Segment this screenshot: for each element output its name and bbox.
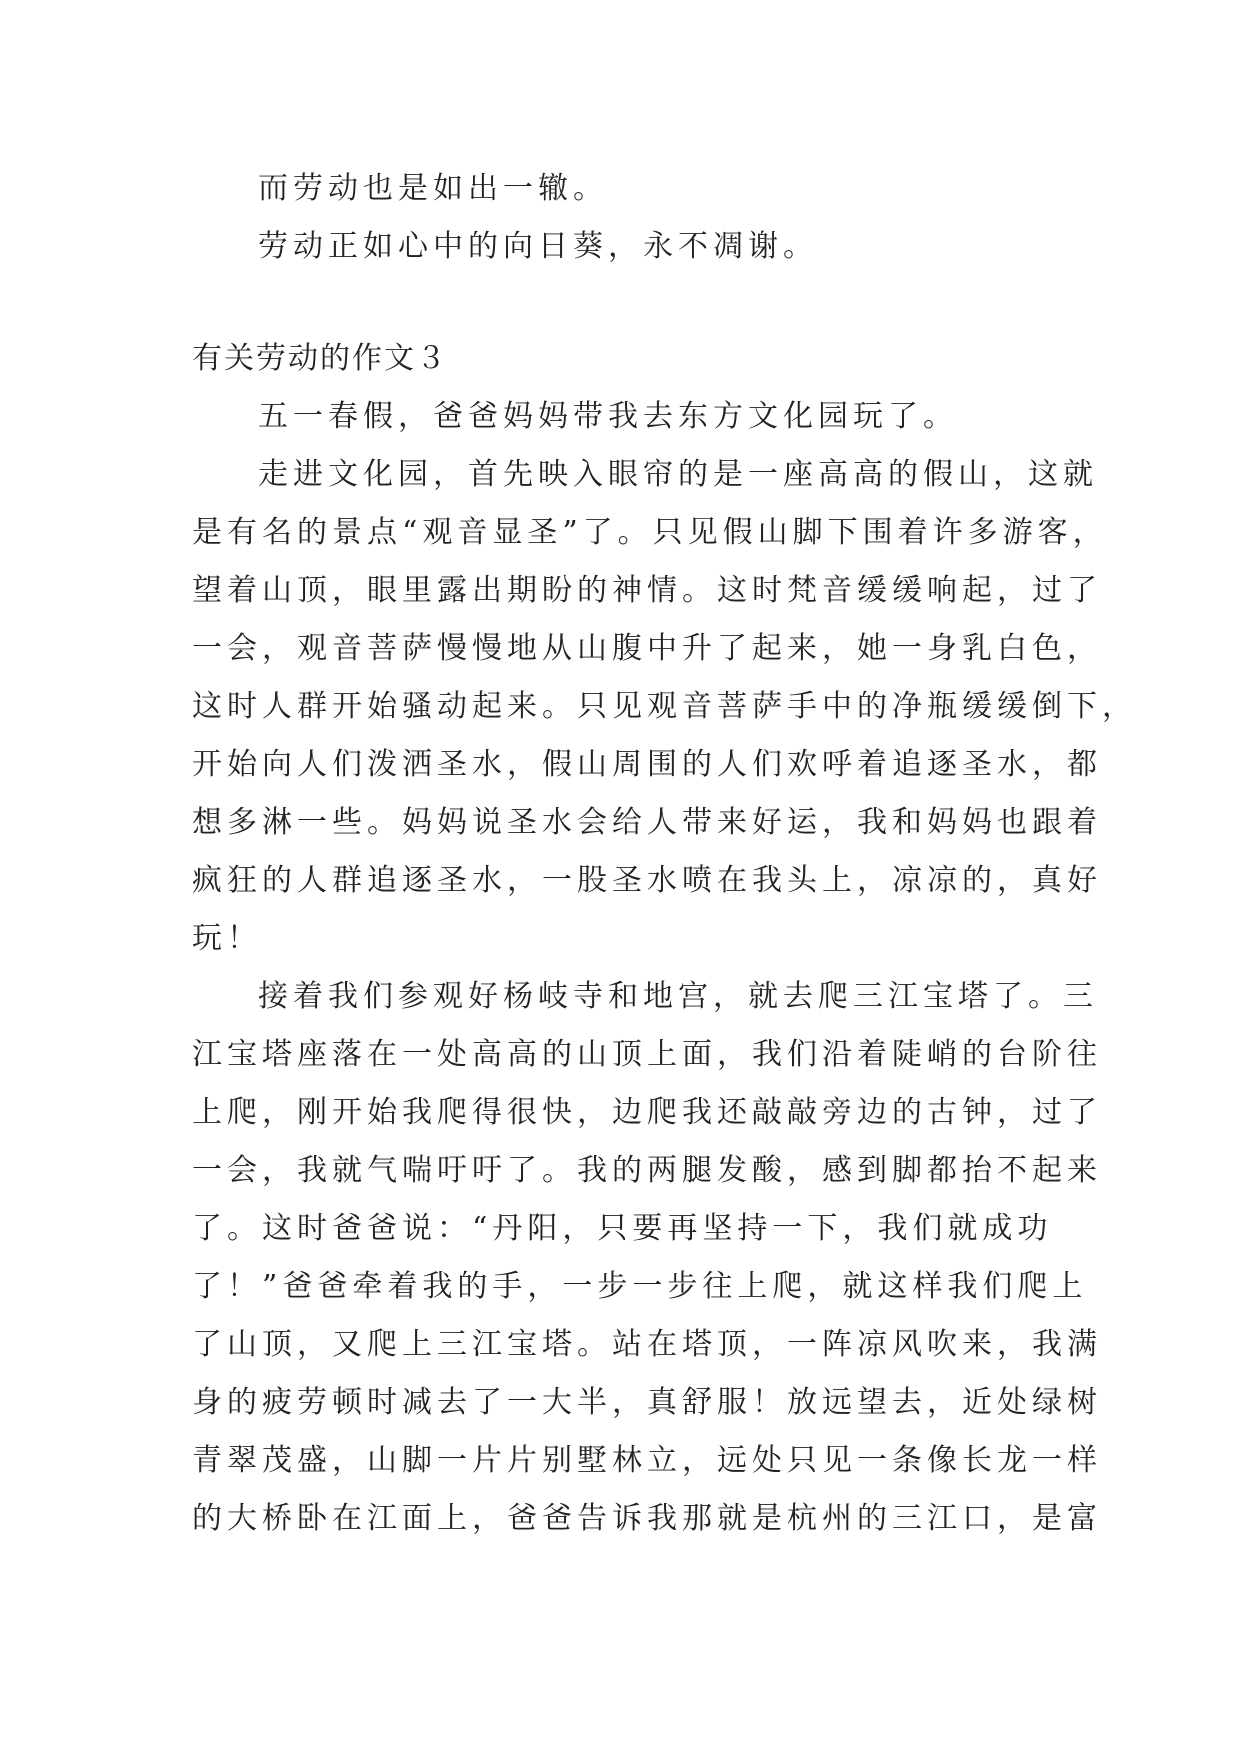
text-line: 劳动正如心中的向日葵，永不凋谢。 bbox=[258, 229, 818, 264]
text-line: 了！”爸爸牵着我的手，一步一步往上爬，就这样我们爬上 bbox=[192, 1269, 1088, 1304]
text-line: 五一春假，爸爸妈妈带我去东方文化园玩了。 bbox=[258, 399, 958, 434]
document-page bbox=[192, 160, 1137, 1548]
text-line: 了。这时爸爸说：“丹阳，只要再坚持一下，我们就成功 bbox=[192, 1211, 1053, 1246]
text-line: 上爬，刚开始我爬得很快，边爬我还敲敲旁边的古钟，过了 bbox=[192, 1095, 1102, 1130]
text-line: 而劳动也是如出一辙。 bbox=[258, 171, 608, 206]
text-line: 想多淋一些。妈妈说圣水会给人带来好运，我和妈妈也跟着 bbox=[192, 805, 1102, 840]
text-line: 是有名的景点“观音显圣”了。只见假山脚下围着许多游客， bbox=[192, 515, 1108, 550]
text-line: 青翠茂盛，山脚一片片别墅林立，远处只见一条像长龙一样 bbox=[192, 1443, 1102, 1478]
text-line: 一会，观音菩萨慢慢地从山腹中升了起来，她一身乳白色， bbox=[192, 631, 1102, 666]
text-line: 了山顶，又爬上三江宝塔。站在塔顶，一阵凉风吹来，我满 bbox=[192, 1327, 1102, 1362]
text-line: 身的疲劳顿时减去了一大半，真舒服！放远望去，近处绿树 bbox=[192, 1385, 1102, 1420]
text-line: 一会，我就气喘吁吁了。我的两腿发酸，感到脚都抬不起来 bbox=[192, 1153, 1102, 1188]
text-line: 接着我们参观好杨岐寺和地宫，就去爬三江宝塔了。三 bbox=[258, 979, 1098, 1014]
essay-heading: 有关劳动的作文３ bbox=[192, 341, 448, 376]
text-line: 走进文化园，首先映入眼帘的是一座高高的假山，这就 bbox=[258, 457, 1098, 492]
text-line: 这时人群开始骚动起来。只见观音菩萨手中的净瓶缓缓倒下， bbox=[192, 689, 1137, 724]
text-line: 开始向人们泼洒圣水，假山周围的人们欢呼着追逐圣水，都 bbox=[192, 747, 1102, 782]
text-line: 疯狂的人群追逐圣水，一股圣水喷在我头上，凉凉的，真好 bbox=[192, 863, 1102, 898]
text-line: 望着山顶，眼里露出期盼的神情。这时梵音缓缓响起，过了 bbox=[192, 573, 1102, 608]
text-line: 玩！ bbox=[192, 921, 262, 956]
text-line: 的大桥卧在江面上，爸爸告诉我那就是杭州的三江口，是富 bbox=[192, 1501, 1102, 1536]
text-line: 江宝塔座落在一处高高的山顶上面，我们沿着陡峭的台阶往 bbox=[192, 1037, 1102, 1072]
